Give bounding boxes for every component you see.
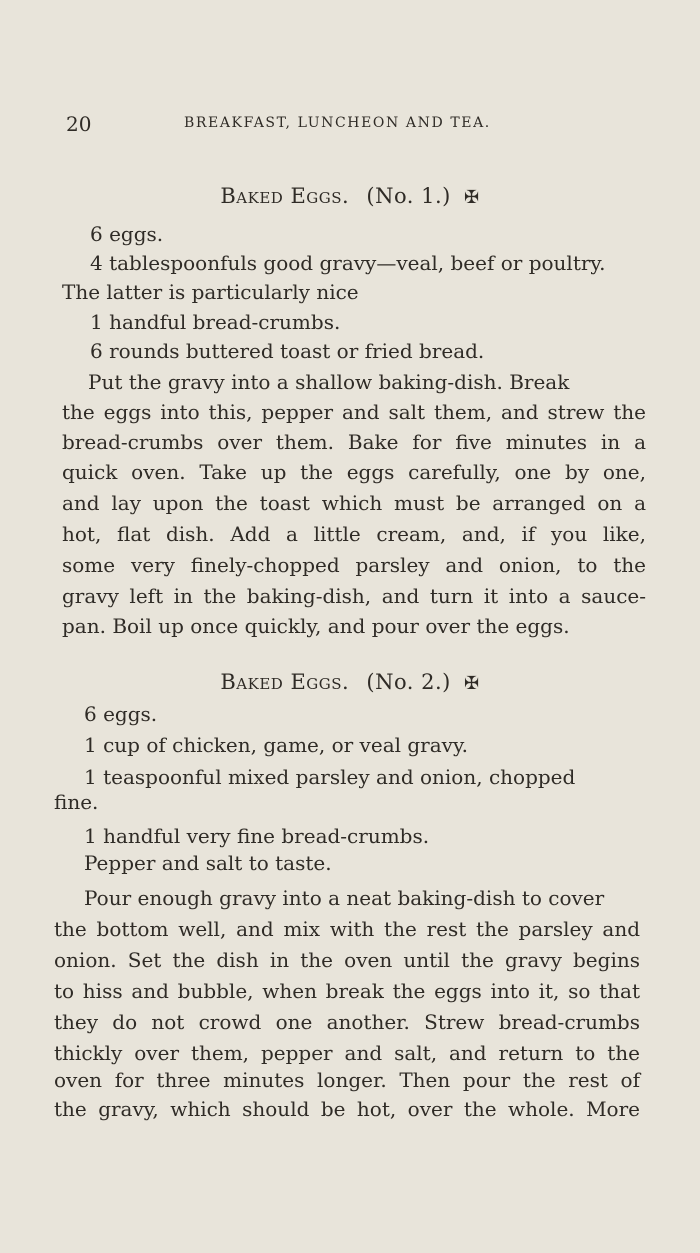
ingredient-continuation: The latter is particularly nice: [62, 280, 359, 304]
ingredient-line: Pepper and salt to taste.: [84, 851, 332, 875]
page-number: 20: [66, 112, 92, 136]
recipe-number: (No. 1.): [366, 184, 451, 208]
instruction-line: the gravy, which should be hot, over the whole. More: [54, 1097, 640, 1121]
instruction-line: thickly over them, pepper and salt, and return to the: [54, 1041, 640, 1065]
maltese-cross-icon: ✠: [464, 673, 480, 694]
instruction-line: some very finely-chopped parsley and onion, to the: [62, 553, 646, 577]
ingredient-line: 6 eggs.: [90, 222, 164, 246]
ingredient-line: 6 eggs.: [84, 702, 158, 726]
instruction-line: gravy left in the baking-dish, and turn it into a sauce-: [62, 584, 646, 608]
running-head: BREAKFAST, LUNCHEON AND TEA.: [184, 115, 491, 131]
instruction-line: Pour enough gravy into a neat baking-dish to cover: [84, 886, 605, 910]
instruction-line: bread-crumbs over them. Bake for five minutes in a: [62, 430, 646, 454]
ingredient-line: 1 teaspoonful mixed parsley and onion, chopped: [84, 765, 576, 789]
ingredient-line: 1 handful very fine bread-crumbs.: [84, 824, 430, 848]
instruction-line: Put the gravy into a shallow baking-dish. Break: [88, 370, 570, 394]
instruction-line: to hiss and bubble, when break the eggs into it, so that: [54, 979, 640, 1003]
instruction-line: quick oven. Take up the eggs carefully, one by one,: [62, 460, 646, 484]
ingredient-line: 6 rounds buttered toast or fried bread.: [90, 339, 485, 363]
instruction-line: and lay upon the toast which must be arranged on a: [62, 491, 646, 515]
instruction-line: they do not crowd one another. Strew bread-crumbs: [54, 1010, 640, 1034]
ingredient-line: 1 handful bread-crumbs.: [90, 310, 341, 334]
ingredient-continuation: fine.: [54, 790, 99, 814]
instruction-line: pan. Boil up once quickly, and pour over the eggs.: [62, 614, 570, 638]
page-header: [66, 112, 640, 136]
ingredient-line: 4 tablespoonfuls good gravy—veal, beef or poultry.: [90, 251, 606, 275]
recipe-title: [0, 184, 700, 208]
instruction-line: oven for three minutes longer. Then pour the rest of: [54, 1068, 640, 1092]
recipe-title-text: Baked Eggs.: [220, 184, 350, 208]
instruction-line: hot, flat dish. Add a little cream, and, if you like,: [62, 522, 646, 546]
instruction-line: onion. Set the dish in the oven until the gravy begins: [54, 948, 640, 972]
ingredient-line: 1 cup of chicken, game, or veal gravy.: [84, 733, 468, 757]
instruction-line: the bottom well, and mix with the rest the parsley and: [54, 917, 640, 941]
recipe-number: (No. 2.): [366, 670, 451, 694]
maltese-cross-icon: ✠: [464, 187, 480, 208]
instruction-line: the eggs into this, pepper and salt them, and strew the: [62, 400, 646, 424]
recipe-title-text: Baked Eggs.: [220, 670, 350, 694]
recipe-title: [0, 670, 700, 694]
